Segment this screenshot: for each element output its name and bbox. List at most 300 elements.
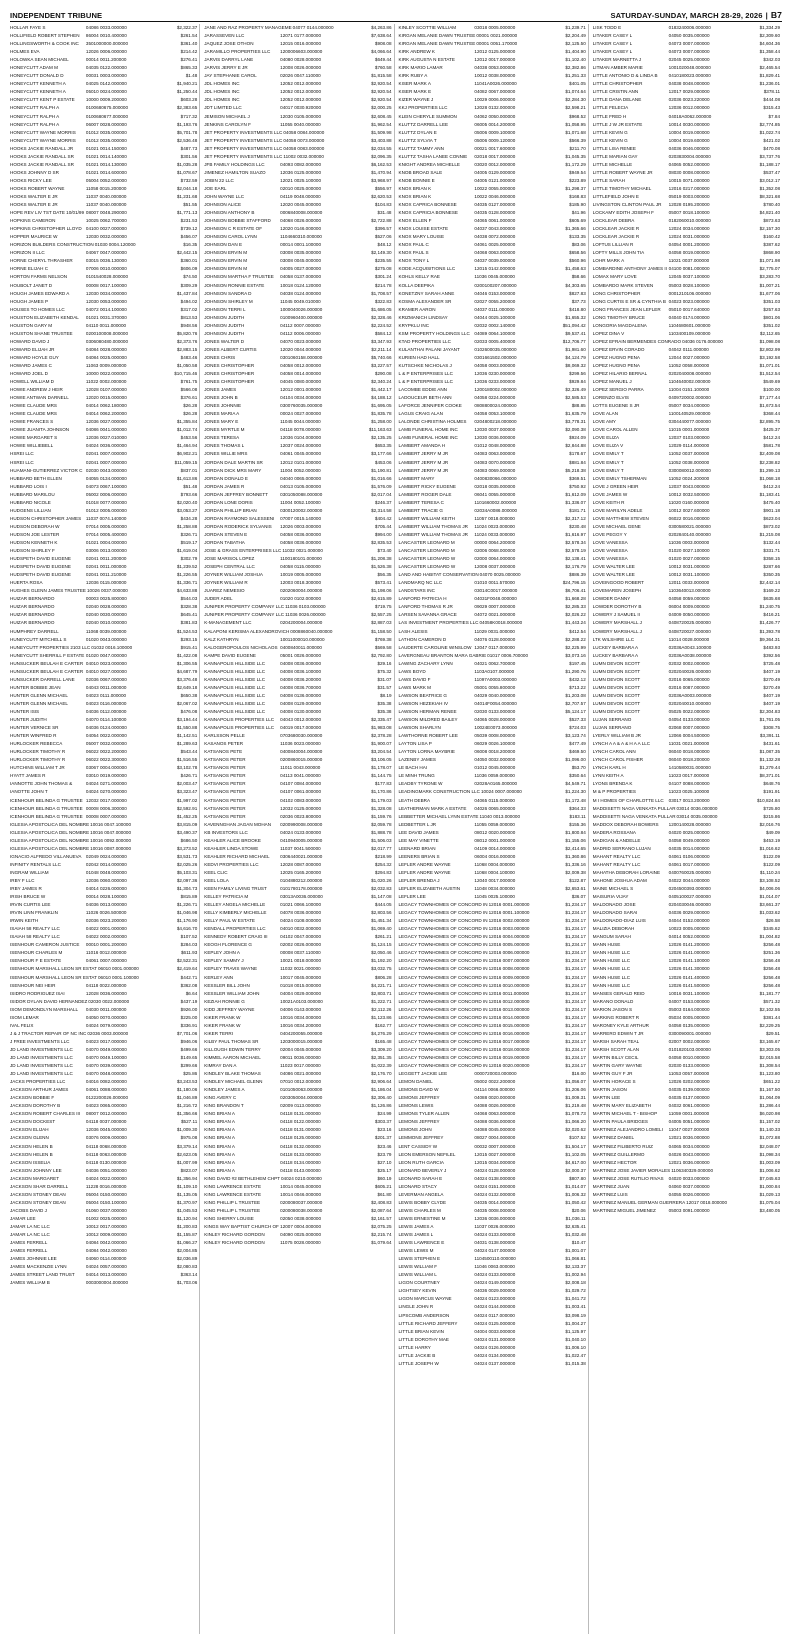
parcel-number: 01018 0077.000000 <box>85 499 127 505</box>
parcel-number: 04107 0084.000000 <box>280 781 322 787</box>
parcel-number: 11036 0059.000000 <box>474 773 515 779</box>
parcel-number: 04058 0224.000000 <box>474 395 516 401</box>
owner-name: LITAKER CASEY L <box>592 41 633 47</box>
tax-amount: $2,238.82 <box>759 459 780 465</box>
owner-name: MAHANT REALTY LLC <box>592 861 641 867</box>
tax-amount: $2,026.22 <box>565 612 586 618</box>
parcel-number: 12026 0003.000000 <box>280 523 322 529</box>
owner-name: KING BRANDON T <box>204 1103 244 1109</box>
owner-name: JOSE MARISOL LOPEZ <box>204 556 255 562</box>
listing-row <box>204 732 391 740</box>
listing-row <box>10 1062 197 1070</box>
owner-name: HOOKS JACKIE RANDALL SR <box>10 161 74 167</box>
parcel-number: 10018 0124.120000 <box>280 282 322 288</box>
parcel-number: 04086 0033.000000 <box>85 25 127 30</box>
listing-row <box>10 209 197 217</box>
owner-name: JOYNER WILLIAM JOSHUA <box>204 572 263 578</box>
parcel-number: 12040 0017.000000 <box>474 877 516 883</box>
listing-row <box>399 32 586 40</box>
listing-row <box>593 217 780 225</box>
owner-name: IVAL FELIX <box>10 1022 34 1028</box>
tax-amount: $2,442.14 <box>759 580 780 586</box>
owner-name: J FREE INVESTMENTS LLC <box>10 1038 70 1044</box>
parcel-number: 05007 0032.000000 <box>85 741 127 747</box>
parcel-number: 02042 0014.000000 <box>85 861 127 867</box>
listing-row <box>399 394 586 402</box>
listing-column-2 <box>204 24 394 1634</box>
tax-amount: $2,224.52 <box>371 322 392 328</box>
owner-name: LITTLE JACKIE B <box>398 1352 436 1358</box>
parcel-number: 11022 0002.000000 <box>85 379 127 385</box>
owner-name: HOLLINGSWORTH & COOK INC <box>10 41 79 47</box>
parcel-number: 04090 0025.000000 <box>280 1232 322 1238</box>
listing-row <box>593 1199 780 1207</box>
listing-row <box>399 185 586 193</box>
tax-amount: $160.42 <box>763 234 780 240</box>
listing-row <box>10 330 197 338</box>
owner-name: ISENHOUR CAMERON JUSTICE <box>10 942 80 948</box>
owner-name: JOHNSON ERVIN M <box>204 250 248 256</box>
parcel-number: 02068 0007.000000 <box>668 725 710 731</box>
listing-row <box>10 450 197 458</box>
owner-name: LEGACY TOWNHOMES OF CONCORD IN <box>398 998 488 1004</box>
parcel-number: 1200140028.000000 <box>668 821 711 827</box>
listing-row <box>593 1207 780 1215</box>
tax-amount: $407.19 <box>763 692 780 698</box>
listing-row <box>399 1263 586 1271</box>
tax-amount: $421.02 <box>763 137 780 143</box>
owner-name: KING PHILLIP L TRUSTEE <box>204 1199 261 1205</box>
parcel-number: 12036 0125.000000 <box>280 169 322 175</box>
listing-row <box>399 56 586 64</box>
listing-row <box>593 853 780 861</box>
parcel-number: 12021 0025.100000 <box>280 177 322 183</box>
listing-row <box>593 748 780 756</box>
tax-amount: $326.71 <box>180 531 198 537</box>
owner-name: LEMON DANIEL <box>398 1079 433 1085</box>
parcel-number: 10014 0045.000000 <box>280 1183 322 1189</box>
owner-name: KAVENNGHAN JAGAN MOHAN <box>204 821 272 827</box>
owner-name: INFINITY RENTALS LLC <box>10 861 61 867</box>
parcel-number: 04118 0063.000000 <box>85 1151 127 1157</box>
parcel-number: 02040 0010.000000 <box>85 620 127 626</box>
tax-amount: $11,163.63 <box>368 427 392 433</box>
owner-name: IGLESIA APOSTOLICA DEL NOMBRE <box>10 845 90 851</box>
tax-amount: $23.16 <box>377 1127 392 1133</box>
owner-name: LITAKER MARNETTA J <box>592 57 642 63</box>
parcel-number: 05003 0091.000000 <box>668 1207 710 1213</box>
owner-name: KIZER WAYNE J <box>398 97 434 103</box>
tax-amount: $155.36 <box>569 821 586 827</box>
tax-amount: $1,001.07 <box>565 1248 586 1254</box>
tax-amount: $1,046.98 <box>176 910 198 916</box>
owner-name: LITAKER CASEY L <box>592 49 633 55</box>
listing-row <box>399 877 586 885</box>
tax-amount: $5,701.78 <box>176 129 198 135</box>
listing-row <box>204 459 391 467</box>
owner-name: LUMN DEVON SCOTT <box>592 700 641 706</box>
tax-amount: $1,102.05 <box>565 1151 586 1157</box>
listing-row <box>10 338 197 346</box>
owner-name: LEBBETTER MICHAEL LYNN ESTATE <box>398 813 479 819</box>
tax-amount: $1,216.72 <box>176 1103 198 1109</box>
listing-row <box>204 668 391 676</box>
parcel-number: 00001 0021.000000 <box>476 33 518 39</box>
tax-amount: $1,356.94 <box>176 1175 198 1181</box>
tax-amount: $881.84 <box>569 459 586 465</box>
owner-name: JDL HOMES INC <box>204 97 240 103</box>
parcel-number: 02000 0064.000000 <box>474 556 516 562</box>
parcel-number: 01018 0015.000000 <box>280 982 322 988</box>
parcel-number: 04010 0027.000000 <box>85 668 127 674</box>
parcel-number: 10000 0009.200000 <box>85 97 127 103</box>
owner-name: LAGUS CRAIG ALAN <box>398 411 443 417</box>
tax-amount: $1,888.78 <box>371 829 392 835</box>
listing-row <box>399 917 586 925</box>
tax-amount: $1,365.66 <box>565 226 586 232</box>
listing-row <box>10 121 197 129</box>
listing-row <box>593 80 780 88</box>
listing-column-1 <box>10 24 200 1634</box>
tax-amount: $1,516.55 <box>176 757 198 763</box>
owner-name: LAMBERT ROGER DALE <box>398 491 452 497</box>
owner-name: HORTON FARMS NELSON <box>10 274 68 280</box>
tax-amount: $2,044.18 <box>176 185 198 191</box>
tax-amount: $2,803.71 <box>371 990 392 996</box>
tax-amount: $425.37 <box>763 427 780 433</box>
parcel-number: 12028 0087.000000 <box>280 861 322 867</box>
tax-amount: $1,234.17 <box>565 926 586 932</box>
tax-amount: $519.17 <box>180 540 198 545</box>
owner-name: LEMONS DAVID W <box>398 1087 439 1093</box>
parcel-number: 01020 0043.000000 <box>85 636 127 642</box>
tax-amount: $926.00 <box>180 1006 198 1012</box>
tax-amount: $1,336.16 <box>565 861 586 867</box>
owner-name: JACKSON GLENN <box>10 1135 49 1141</box>
owner-name: JDL HOMES INC <box>204 89 240 95</box>
parcel-number: 04065 0115.000000 <box>474 797 515 803</box>
listing-row <box>593 273 780 281</box>
parcel-number: 0408720027.000000 <box>668 628 711 634</box>
owner-name: LEGACY TOWNHOMES OF CONCORD IN <box>398 1030 488 1036</box>
parcel-number: 0101540028.000000 <box>85 274 129 280</box>
owner-name: LOTTS EUGENE S JR <box>592 403 640 409</box>
tax-amount: $1,179.03 <box>371 797 392 803</box>
owner-name: L & P ENTERPRISES LLC <box>398 371 453 377</box>
parcel-number: 04061 0017.000000 <box>668 861 710 867</box>
tax-amount: $1,098.08 <box>759 338 780 344</box>
parcel-number: 04037 0111.000000 <box>474 306 515 312</box>
parcel-number: 04038 0124.000000 <box>280 290 322 296</box>
listing-row <box>593 370 780 378</box>
tax-amount: $705.44 <box>374 523 392 529</box>
listing-row <box>204 1046 391 1054</box>
parcel-number: 07007 0015.140000 <box>280 515 322 521</box>
tax-amount: $1,075.04 <box>759 1199 780 1205</box>
listing-row <box>10 1102 197 1110</box>
tax-amount: $1,422.08 <box>176 652 198 658</box>
tax-amount: $1,078.67 <box>176 169 198 175</box>
listing-row <box>593 1167 780 1175</box>
parcel-number: 10016 0047.000000 <box>90 829 132 835</box>
owner-name: LITTLE HARRY <box>398 1344 431 1350</box>
tax-amount: $453.19 <box>763 837 780 843</box>
tax-amount: $9,537.41 <box>565 330 586 336</box>
tax-amount: $1,962.54 <box>371 121 392 127</box>
owner-name: KISER MARK A <box>398 81 431 87</box>
parcel-number: 1104640002.000000 <box>668 379 711 385</box>
owner-name: LOVE MARILYN ADELE <box>592 507 643 513</box>
listing-row <box>399 990 586 998</box>
tax-amount: $1,022.39 <box>371 1063 392 1069</box>
listing-row <box>204 1191 391 1199</box>
parcel-number: 04058 0137.000000 <box>280 274 322 280</box>
listing-row <box>10 805 197 813</box>
tax-amount: $1,234.17 <box>565 974 586 980</box>
owner-name: MALDONADO-DIAZ LUIS <box>592 918 646 924</box>
tax-amount: $2,112.26 <box>371 1006 392 1012</box>
tax-amount: $573.41 <box>374 580 392 586</box>
parcel-number: 04038 0048.000000 <box>668 81 710 87</box>
listing-row <box>204 579 391 587</box>
tax-amount: $3,968.97 <box>371 177 392 183</box>
owner-name: JACKSON ELIJAH <box>10 1127 49 1133</box>
tax-amount: $470.08 <box>763 145 780 151</box>
tax-amount: $2,792.80 <box>371 652 392 658</box>
tax-amount: $949.54 <box>569 169 586 175</box>
owner-name: JONES JOHN B <box>204 395 238 401</box>
owner-name: K-MANAGEMENT LLC <box>204 620 252 626</box>
tax-amount: $2,895.75 <box>759 419 780 425</box>
listing-row <box>204 563 391 571</box>
owner-name: KOSMA ALEXANDER SR <box>398 298 452 304</box>
listing-row <box>204 241 391 249</box>
listing-row <box>204 684 391 692</box>
tax-amount: $605.21 <box>374 1183 392 1189</box>
tax-amount: $566.39 <box>569 137 586 143</box>
listing-row <box>204 837 391 845</box>
owner-name: LEE MAY VINETTE <box>398 837 439 843</box>
listing-row <box>593 539 780 547</box>
owner-name: LUMN DEVON SCOTT <box>592 660 641 666</box>
listing-row <box>593 1046 780 1054</box>
parcel-number: 12032 0017.000000 <box>85 797 127 803</box>
tax-amount: $739.12 <box>180 226 198 232</box>
listing-row <box>399 700 586 708</box>
tax-amount: $1,003.09 <box>759 1159 780 1165</box>
tax-amount: $1,236.01 <box>759 81 780 87</box>
tax-amount: $275.08 <box>374 266 392 272</box>
parcel-number: 04118 0131.000000 <box>280 1127 321 1133</box>
tax-amount: $2,608.45 <box>371 113 392 119</box>
parcel-number: 1103640013.000000 <box>668 588 711 594</box>
tax-amount: $1,224.30 <box>565 789 586 795</box>
tax-amount: $1,007.99 <box>176 1159 198 1165</box>
tax-amount: $1,686.05 <box>371 306 392 312</box>
listing-row <box>204 177 391 185</box>
parcel-number: 11011 0043.000000 <box>280 765 321 771</box>
owner-name: HONEYCUTT WAYNE MORRIS <box>10 137 76 143</box>
tax-amount: $915.41 <box>180 644 198 650</box>
owner-name: LAYTON LISA P <box>398 741 432 747</box>
tax-amount: $2,314.58 <box>371 507 392 513</box>
tax-amount: $1,176.90 <box>176 918 198 924</box>
owner-name: LOWERY MARSHALL J <box>592 620 642 626</box>
owner-name: LAWING ZACHARY LYNN <box>398 660 453 666</box>
listing-row <box>593 957 780 965</box>
tax-amount: $350.64 <box>569 773 586 779</box>
owner-name: LANCASTER LEONARD W <box>398 556 456 562</box>
owner-name: KATSANOS PETER <box>204 797 246 803</box>
owner-name: JORDAN RODERICK SYLVANIS <box>204 523 272 529</box>
parcel-number: 11059 0001.000000 <box>668 1111 710 1117</box>
parcel-number: 04070 0049.100000 <box>85 1055 127 1060</box>
listing-row <box>593 129 780 137</box>
tax-amount: $713.22 <box>569 684 586 690</box>
listing-row <box>10 64 197 72</box>
parcel-number: 1104660310.000000 <box>280 234 322 240</box>
parcel-number: 01021 0004.000000 <box>85 540 127 545</box>
tax-amount: $6.64 <box>185 990 198 996</box>
listing-row <box>399 1183 586 1191</box>
listing-row <box>204 450 391 458</box>
tax-amount: $2,211.14 <box>371 346 392 352</box>
parcel-number: 04035 0127.000000 <box>474 202 516 208</box>
tax-amount: $256.48 <box>763 942 780 948</box>
tax-amount: $363.14 <box>180 1272 198 1278</box>
tax-amount: $1,290.76 <box>565 668 586 674</box>
tax-amount: $4,188.12 <box>371 395 392 401</box>
listing-row <box>10 523 197 531</box>
parcel-number: 04024 0149.000000 <box>474 1280 516 1286</box>
parcel-number: 04024 0133.000000 <box>280 829 322 835</box>
tax-amount: $2,048.07 <box>759 1143 780 1149</box>
parcel-number: 05007 0034.000000 <box>668 403 710 409</box>
parcel-number: 0182060010.000000 <box>668 218 711 224</box>
listing-row <box>10 1199 197 1207</box>
listing-row <box>399 72 586 80</box>
listing-row <box>10 386 197 394</box>
parcel-number: 05004 0150.100000 <box>85 1199 127 1205</box>
owner-name: HOWIE ANTWAN DARNELL <box>10 395 69 401</box>
parcel-number: 00008 0006.300000 <box>85 805 127 811</box>
parcel-number: 0200080038.000000 <box>280 1207 323 1213</box>
listing-row <box>399 499 586 507</box>
listing-row <box>399 1303 586 1311</box>
listing-row <box>399 113 586 121</box>
owner-name: JONES CHRISTOPHER <box>204 362 255 368</box>
listing-row <box>593 982 780 990</box>
tax-amount: $2,592.91 <box>176 805 198 811</box>
listing-row <box>593 177 780 185</box>
listing-row <box>10 644 197 652</box>
owner-name: JAMES FERRELL <box>10 1248 48 1254</box>
tax-amount: $2,578.34 <box>565 540 586 545</box>
tax-amount: $3,227.57 <box>371 362 392 368</box>
tax-amount: $2,015.58 <box>759 1055 780 1060</box>
parcel-number: 04017 0030.920000 <box>280 105 322 111</box>
tax-amount: $392.56 <box>763 652 780 658</box>
owner-name: KLUTTZ TAMMY ANN <box>398 145 444 151</box>
parcel-number: 02018 0035.000000 <box>474 483 516 489</box>
parcel-number: 02041 0011.200000 <box>85 556 127 562</box>
parcel-number: 12016 0008.000000 <box>488 966 530 972</box>
parcel-number: 11032 0021.000000 <box>280 966 321 972</box>
listing-row <box>10 1279 197 1287</box>
tax-amount: $24,796.15 <box>562 580 586 586</box>
owner-name: LEWIS LAWRENCE E <box>398 1240 445 1246</box>
tax-amount: $181.71 <box>569 507 586 513</box>
owner-name: KIMRAY DAN A <box>204 1063 237 1069</box>
parcel-number: 01012 0035.000000 <box>85 129 127 135</box>
parcel-number: 04031F0048.000000 <box>474 596 517 602</box>
owner-name: KNOB BONNIE E <box>398 177 435 183</box>
parcel-number: 04060 0037.000000 <box>668 1183 710 1189</box>
tax-amount: $3,283.70 <box>759 274 780 280</box>
owner-name: LYNCH CAROL FISHER <box>592 757 644 763</box>
parcel-number: 04043 0011.000000 <box>85 684 127 690</box>
listing-row <box>10 1126 197 1134</box>
tax-amount: $3,273.52 <box>176 845 198 851</box>
tax-amount: $322.83 <box>374 298 392 304</box>
parcel-number: 12021 0036.000000 <box>668 1135 710 1141</box>
owner-name: HONEYCUTT WAYNE MORRIS <box>10 129 76 135</box>
parcel-number: 04084 0025.000000 <box>85 354 127 360</box>
listing-row <box>399 539 586 547</box>
listing-row <box>204 314 391 322</box>
parcel-number: 04118 0068.000000 <box>85 1143 127 1149</box>
parcel-number: 0304440077.000000 <box>668 419 711 425</box>
tax-amount: $3,347.93 <box>371 338 392 344</box>
listing-row <box>204 72 391 80</box>
tax-amount: $1,158.50 <box>371 628 392 634</box>
owner-name: JAQUEZ JOSE OTHON <box>204 41 254 47</box>
listing-row <box>10 845 197 853</box>
listing-row <box>204 1022 391 1030</box>
parcel-number: 04008 0036.700000 <box>280 684 322 690</box>
owner-name: LOVE VANESSA <box>592 540 628 545</box>
listing-row <box>593 1118 780 1126</box>
owner-name: LOVEINGOOD ROBERT <box>592 580 644 586</box>
owner-name: HOLLAR FAYE S <box>10 25 46 30</box>
listing-row <box>399 628 586 636</box>
parcel-number: 06008 0018.200000 <box>474 749 516 755</box>
parcel-number: 11020 0160.000000 <box>668 499 710 505</box>
owner-name: KIKER TERRI <box>204 1030 234 1036</box>
listing-row <box>399 80 586 88</box>
tax-amount: $760.58 <box>374 65 392 71</box>
listing-row <box>399 1295 586 1303</box>
owner-name: LALONDE CHRISTINA HOLMES <box>398 419 467 425</box>
owner-name: MARTIN GARY WAYNE <box>592 1063 643 1069</box>
owner-name: HUDSPETH DAVID EUGENE <box>10 564 71 570</box>
owner-name: ISIDOR DYLAN DAVID HERNANDEZ <box>10 998 88 1004</box>
listing-row <box>399 169 586 177</box>
tax-amount: $378.11 <box>763 89 780 95</box>
tax-amount: $1,286.44 <box>759 1103 780 1109</box>
listing-row <box>593 676 780 684</box>
tax-amount: $1,222.71 <box>371 998 392 1004</box>
parcel-number: 12016 0005.000000 <box>488 942 530 948</box>
owner-name: KENNEDY ROBERT CRAIG III <box>204 934 268 940</box>
listing-row <box>399 1094 586 1102</box>
parcel-number: 12008 0026.000000 <box>280 65 322 71</box>
header-rule <box>10 21 782 22</box>
owner-name: LOPEZ HUGNO PENA <box>592 354 640 360</box>
owner-name: HOWARD DAVID J <box>10 338 50 344</box>
parcel-number: 1101660002.000000 <box>474 499 517 505</box>
owner-name: JOHNSON CAROL LYNN <box>204 234 257 240</box>
